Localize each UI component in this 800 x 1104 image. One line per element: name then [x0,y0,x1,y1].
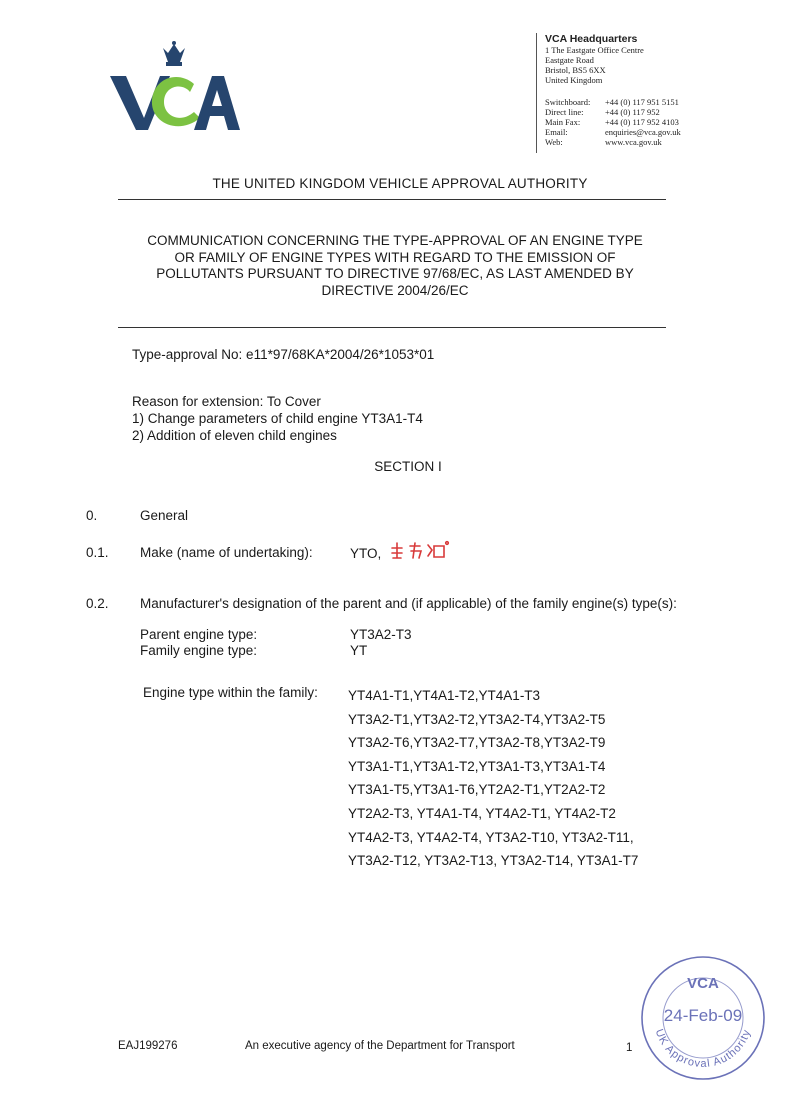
crown-icon [163,41,185,66]
logo-a [194,76,240,130]
engine-type-line: YT3A1-T1,YT3A1-T2,YT3A1-T3,YT3A1-T4 [348,758,606,774]
communication-line: DIRECTIVE 2004/26/EC [321,282,469,298]
hq-address-line: Bristol, BS5 6XX [545,65,606,75]
engine-type-line: YT3A1-T5,YT3A1-T6,YT2A2-T1,YT2A2-T2 [348,782,606,798]
engine-type-line: YT4A1-T1,YT4A1-T2,YT4A1-T3 [348,688,541,703]
hq-address-line: 1 The Eastgate Office Centre [545,45,644,55]
hq-address-line: Eastgate Road [545,55,594,65]
logo-c [152,77,200,126]
contact-value: +44 (0) 117 951 5151 [605,97,679,107]
family-engine-label: Family engine type: [140,643,258,658]
extension-reason [132,393,423,444]
reason-line: 2) Addition of eleven child engines [132,428,337,443]
reason-line: Reason for extension: To Cover [132,394,321,409]
contact-row [545,137,785,147]
engine-type-list [348,684,638,873]
engine-type-line: YT3A2-T12, YT3A2-T13, YT3A2-T14, YT3A1-T7 [348,853,639,869]
engine-type-line: YT3A2-T6,YT3A2-T7,YT3A2-T8,YT3A2-T9 [348,735,606,751]
make-value: YTO, [350,546,382,561]
page-number: 1 [626,1042,633,1054]
hq-address-line: United Kingdom [545,75,603,85]
communication-line: POLLUTANTS PURSUANT TO DIRECTIVE 97/68/EC, AS LAST AMENDED BY [156,266,634,281]
approval-stamp [640,955,766,1081]
divider [118,327,666,328]
parent-engine-value: YT3A2-T3 [350,627,412,642]
contact-label: Direct line: [545,107,584,117]
communication-line: COMMUNICATION CONCERNING THE TYPE-APPROVAL OF AN ENGINE TYPE [147,233,643,248]
divider [118,199,666,200]
red-signature-mark [388,540,450,562]
engine-type-line: YT4A2-T3, YT4A2-T4, YT3A2-T10, YT3A2-T11, [348,829,634,845]
hq-title: VCA Headquarters [545,33,638,45]
item-label-designation: Manufacturer's designation of the parent and (if applicable) of the family engine(s) type(s): [140,596,677,611]
contact-label: Email: [545,127,568,137]
communication-heading [110,233,680,299]
parent-engine-label: Parent engine type: [140,627,258,642]
contact-value: +44 (0) 117 952 4103 [605,117,679,127]
footer-agency: An executive agency of the Department for Transport [245,1040,515,1052]
communication-line: OR FAMILY OF ENGINE TYPES WITH REGARD TO THE EMISSION OF [174,249,616,265]
contact-row [545,107,785,117]
engine-type-line: YT2A2-T3, YT4A1-T4, YT4A2-T1, YT4A2-T2 [348,805,616,821]
contact-label: Main Fax: [545,117,581,127]
item-number: 0. [86,508,98,523]
contact-row [545,127,785,137]
vca-logo [108,40,240,140]
item-number: 0.1. [86,545,109,560]
stamp-ring-text: UK Approval Authority [652,1027,754,1071]
family-engine-value: YT [350,643,368,658]
section-title: SECTION I [374,459,442,474]
hq-address-block [536,33,785,153]
engine-type-line: YT3A2-T1,YT3A2-T2,YT3A2-T4,YT3A2-T5 [348,711,606,727]
contact-row [545,97,785,107]
item-number: 0.2. [86,596,109,611]
item-label-general: General [140,508,189,523]
contact-list [545,97,785,147]
footer-reference: EAJ199276 [118,1040,178,1052]
stamp-logo: VCA [687,975,719,992]
contact-value: enquiries@vca.gov.uk [605,127,681,137]
svg-text:UK Approval Authority [653,1028,754,1070]
engine-within-family-label: Engine type within the family: [143,685,318,700]
type-approval-number: Type-approval No: e11*97/68KA*2004/26*1053*01 [132,347,435,362]
item-label-make: Make (name of undertaking): [140,545,313,560]
authority-title: THE UNITED KINGDOM VEHICLE APPROVAL AUTHORITY [212,176,588,191]
contact-label: Switchboard: [545,97,591,107]
reason-line: 1) Change parameters of child engine YT3A1-T4 [132,411,423,426]
contact-value: +44 (0) 117 952 [605,107,660,117]
contact-label: Web: [545,137,563,147]
stamp-date: 24-Feb-09 [663,1006,743,1025]
contact-value: www.vca.gov.uk [605,137,662,147]
contact-row [545,117,785,127]
